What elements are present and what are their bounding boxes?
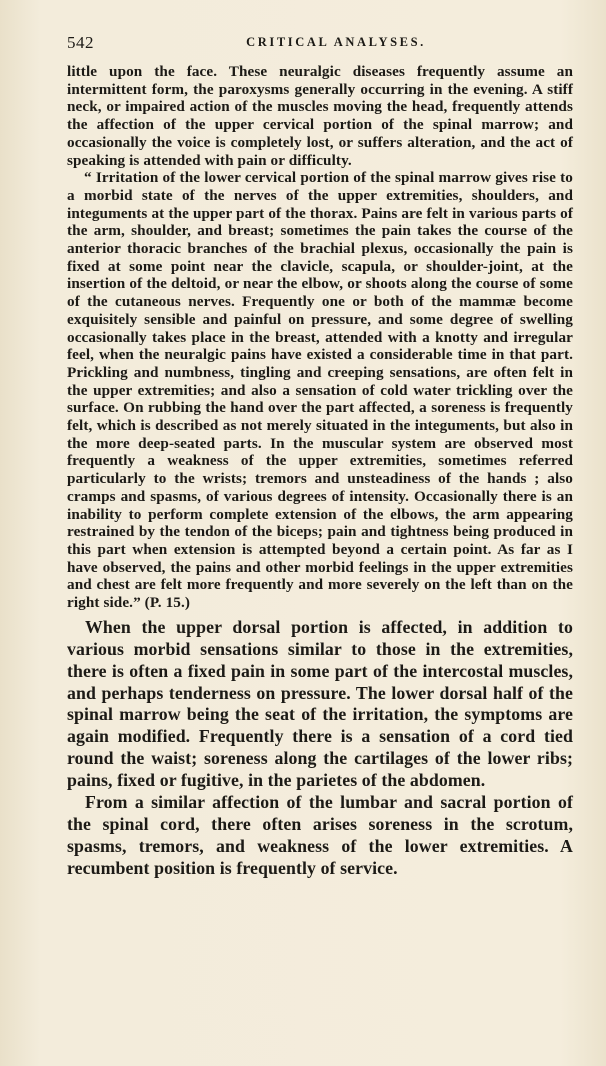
body-text <box>67 63 573 880</box>
paragraph: “ Irritation of the lower cervical portion of the spinal marrow gives rise to a morbid state of the nerves of the upper extremities, shoulders, and integuments at the upper part of the thorax. Pains are felt in various parts of the arm, shoulder, and breast; sometimes the pain takes the course of the anterior thoracic branches of the brachial plexus, occasionally the pain is fixed at some point near the clavicle, scapula, or shoulder-joint, at the insertion of the deltoid, or near the elbow, or shoots along the course of some of the cutaneous nerves. Frequently one or both of the mammæ become exquisitely sensible and painful on pressure, and some degree of swelling occasionally takes place in the breast, attended with a knotty and irregular feel, when the neuralgic pains have existed a considerable time in that part. Prickling and numbness, tingling and creeping sensations, are often felt in the upper extremities; and also a sensation of cold water trickling over the surface. On rubbing the hand over the part affected, a soreness is frequently felt, which is described as not merely situated in the integuments, but also in the more deep-seated parts. In the muscular system are observed most frequently a weakness of the upper extremities, sometimes referred particularly to the wrists; tremors and unsteadiness of the hands ; also cramps and spasms, of various degrees of intensity. Occasionally there is an inability to perform complete extension of the elbows, the arm appearing restrained by the tendon of the biceps; pain and tightness being produced in this part when extension is attempted beyond a certain point. As far as I have observed, the pains and other morbid feelings in the upper extremities and chest are felt more frequently and more severely on the left than on the right side.” (P. 15.) <box>67 169 573 612</box>
quoted-extract <box>67 63 573 612</box>
main-text <box>67 617 573 880</box>
running-head: CRITICAL ANALYSES. <box>246 35 426 49</box>
page-header <box>67 33 577 55</box>
paragraph: When the upper dorsal portion is affected, in addition to various morbid sensations similar to those in the extremities, there is often a fixed pain in some part of the intercostal muscles, and perhaps tenderness on pressure. The lower dorsal half of the spinal marrow being the seat of the irritation, the symptoms are again modified. Frequently there is a sensation of a cord tied round the waist; soreness along the cartilages of the lower ribs; pains, fixed or fugitive, in the parietes of the abdomen. <box>67 616 573 791</box>
paragraph: From a similar affection of the lumbar and sacral portion of the spinal cord, there often arises soreness in the scrotum, spasms, tremors, and weakness of the lower extremities. A recumbent position is frequently of service. <box>67 792 573 878</box>
page-number: 542 <box>67 33 94 52</box>
paragraph: little upon the face. These neuralgic diseases frequently assume an intermittent form, the paroxysms generally occurring in the evening. A stiff neck, or impaired action of the muscles moving the head, frequently attends the affection of the upper cervical portion of the spinal marrow; and occasionally the voice is completely lost, or suffers alteration, and the act of speaking is attended with pain or difficulty. <box>67 63 573 169</box>
